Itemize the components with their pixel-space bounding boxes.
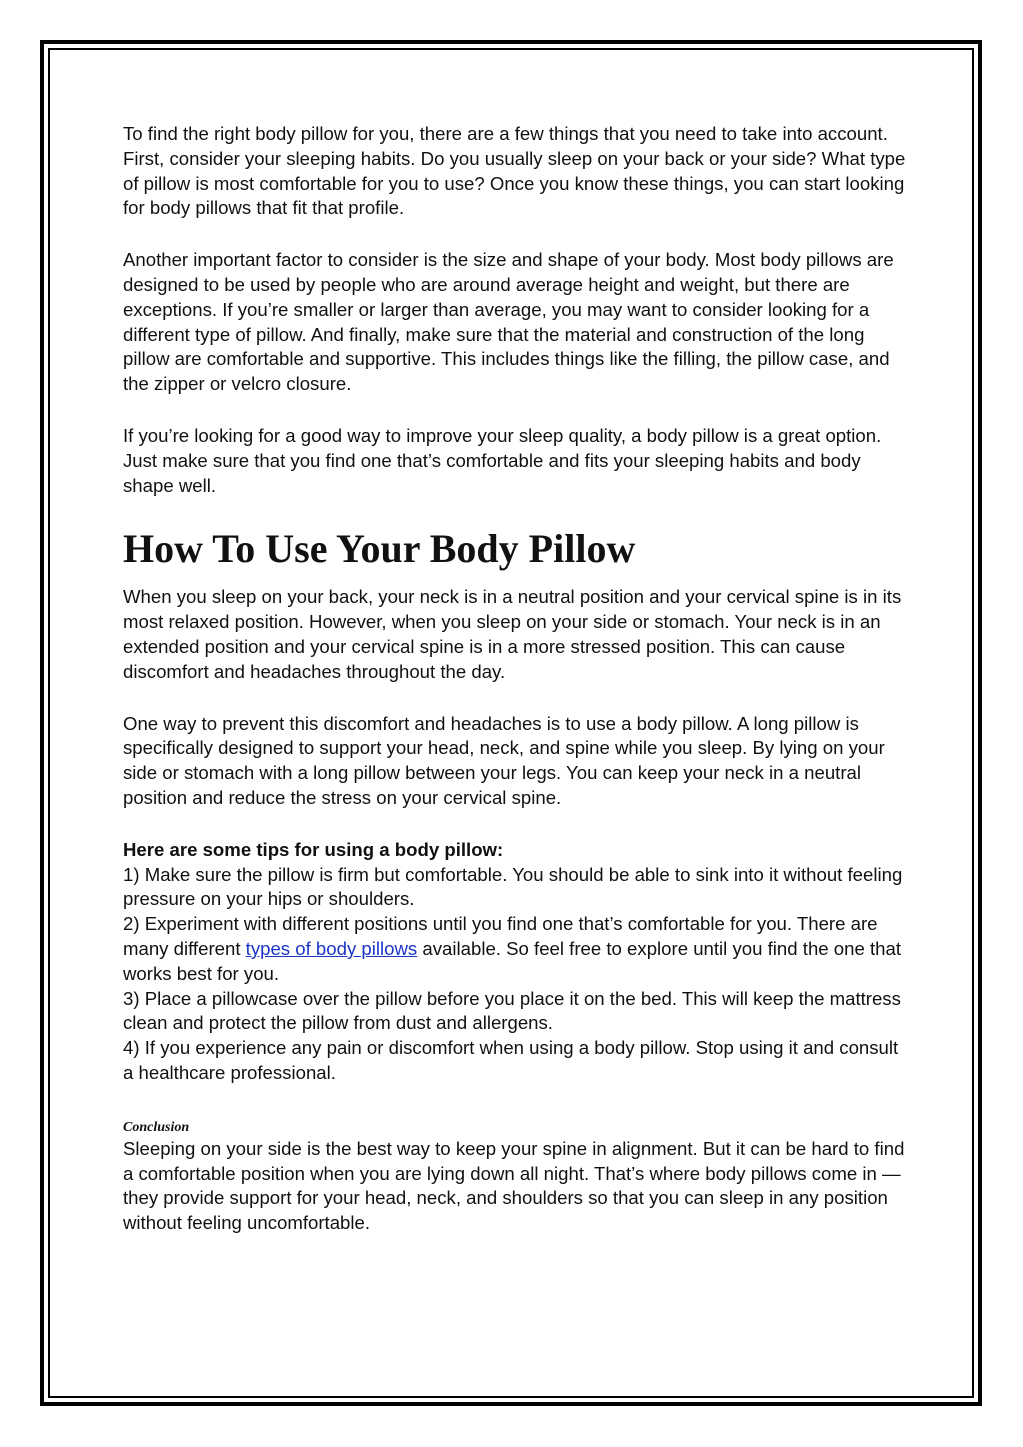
conclusion-label: Conclusion	[123, 1119, 190, 1135]
tips-title: Here are some tips for using a body pillow:	[123, 838, 504, 860]
section-paragraph-1: When you sleep on your back, your neck is in a neutral position and your cervical spine is in its most relaxed position. However, when you sleep on your side or stomach. Your neck is in an extended position and your cervical spine is in a more stressed position. This can cause discomfort and headaches throughout the day.	[123, 586, 902, 682]
tip-item-2-text-after: available. So feel free to explore until you find the one that works best for you.	[123, 937, 901, 984]
tip-item-4: 4) If you experience any pain or discomfort when using a body pillow. Stop using it and consult a healthcare professional.	[123, 1037, 899, 1083]
tip-item-2-text-before: 2) Experiment with different positions until you find one that’s comfortable for you. There are many different	[123, 913, 878, 959]
tips-list	[123, 838, 908, 1086]
conclusion-text: Sleeping on your side is the best way to keep your spine in alignment. But it can be hard to find a comfortable position when you are lying down all night. That’s where body pillows come in — they provide support for your head, neck, and shoulders so that you can sleep in any position without feeling uncomfortable.	[123, 1137, 905, 1234]
intro-paragraph-2: Another important factor to consider is the size and shape of your body. Most body pillows are designed to be used by people who are around average height and weight, but there are exceptions. If you’re smaller or larger than average, you may want to consider looking for a different type of pillow. And finally, make sure that the material and construction of the long pillow are comfortable and supportive. This includes things like the filling, the pillow case, and the zipper or velcro closure.	[123, 249, 894, 395]
tip-item-1: 1) Make sure the pillow is firm but comfortable. You should be able to sink into it without feeling pressure on your hips or shoulders.	[123, 863, 903, 910]
document-body	[123, 122, 908, 1236]
section-heading: How To Use Your Body Pillow	[123, 526, 636, 572]
conclusion-block	[123, 1119, 908, 1236]
tip-item-2	[123, 912, 908, 986]
intro-paragraph-1: To find the right body pillow for you, there are a few things that you need to take into account. First, consider your sleeping habits. Do you usually sleep on your back or your side? What type of pillow is most comfortable for you to use? Once you know these things, you can start looking for body pillows that fit that profile.	[123, 123, 906, 219]
tip-item-3: 3) Place a pillowcase over the pillow before you place it on the bed. This will keep the mattress clean and protect the pillow from dust and allergens.	[123, 987, 901, 1034]
intro-paragraph-3: If you’re looking for a good way to improve your sleep quality, a body pillow is a great option. Just make sure that you find one that’s comfortable and fits your sleeping habits and body shape well.	[123, 424, 882, 496]
section-paragraph-2: One way to prevent this discomfort and headaches is to use a body pillow. A long pillow is specifically designed to support your head, neck, and spine while you sleep. By lying on your side or stomach with a long pillow between your legs. You can keep your neck in a neutral position and reduce the stress on your cervical spine.	[123, 712, 885, 808]
body-pillow-types-link[interactable]: types of body pillows	[245, 937, 418, 959]
